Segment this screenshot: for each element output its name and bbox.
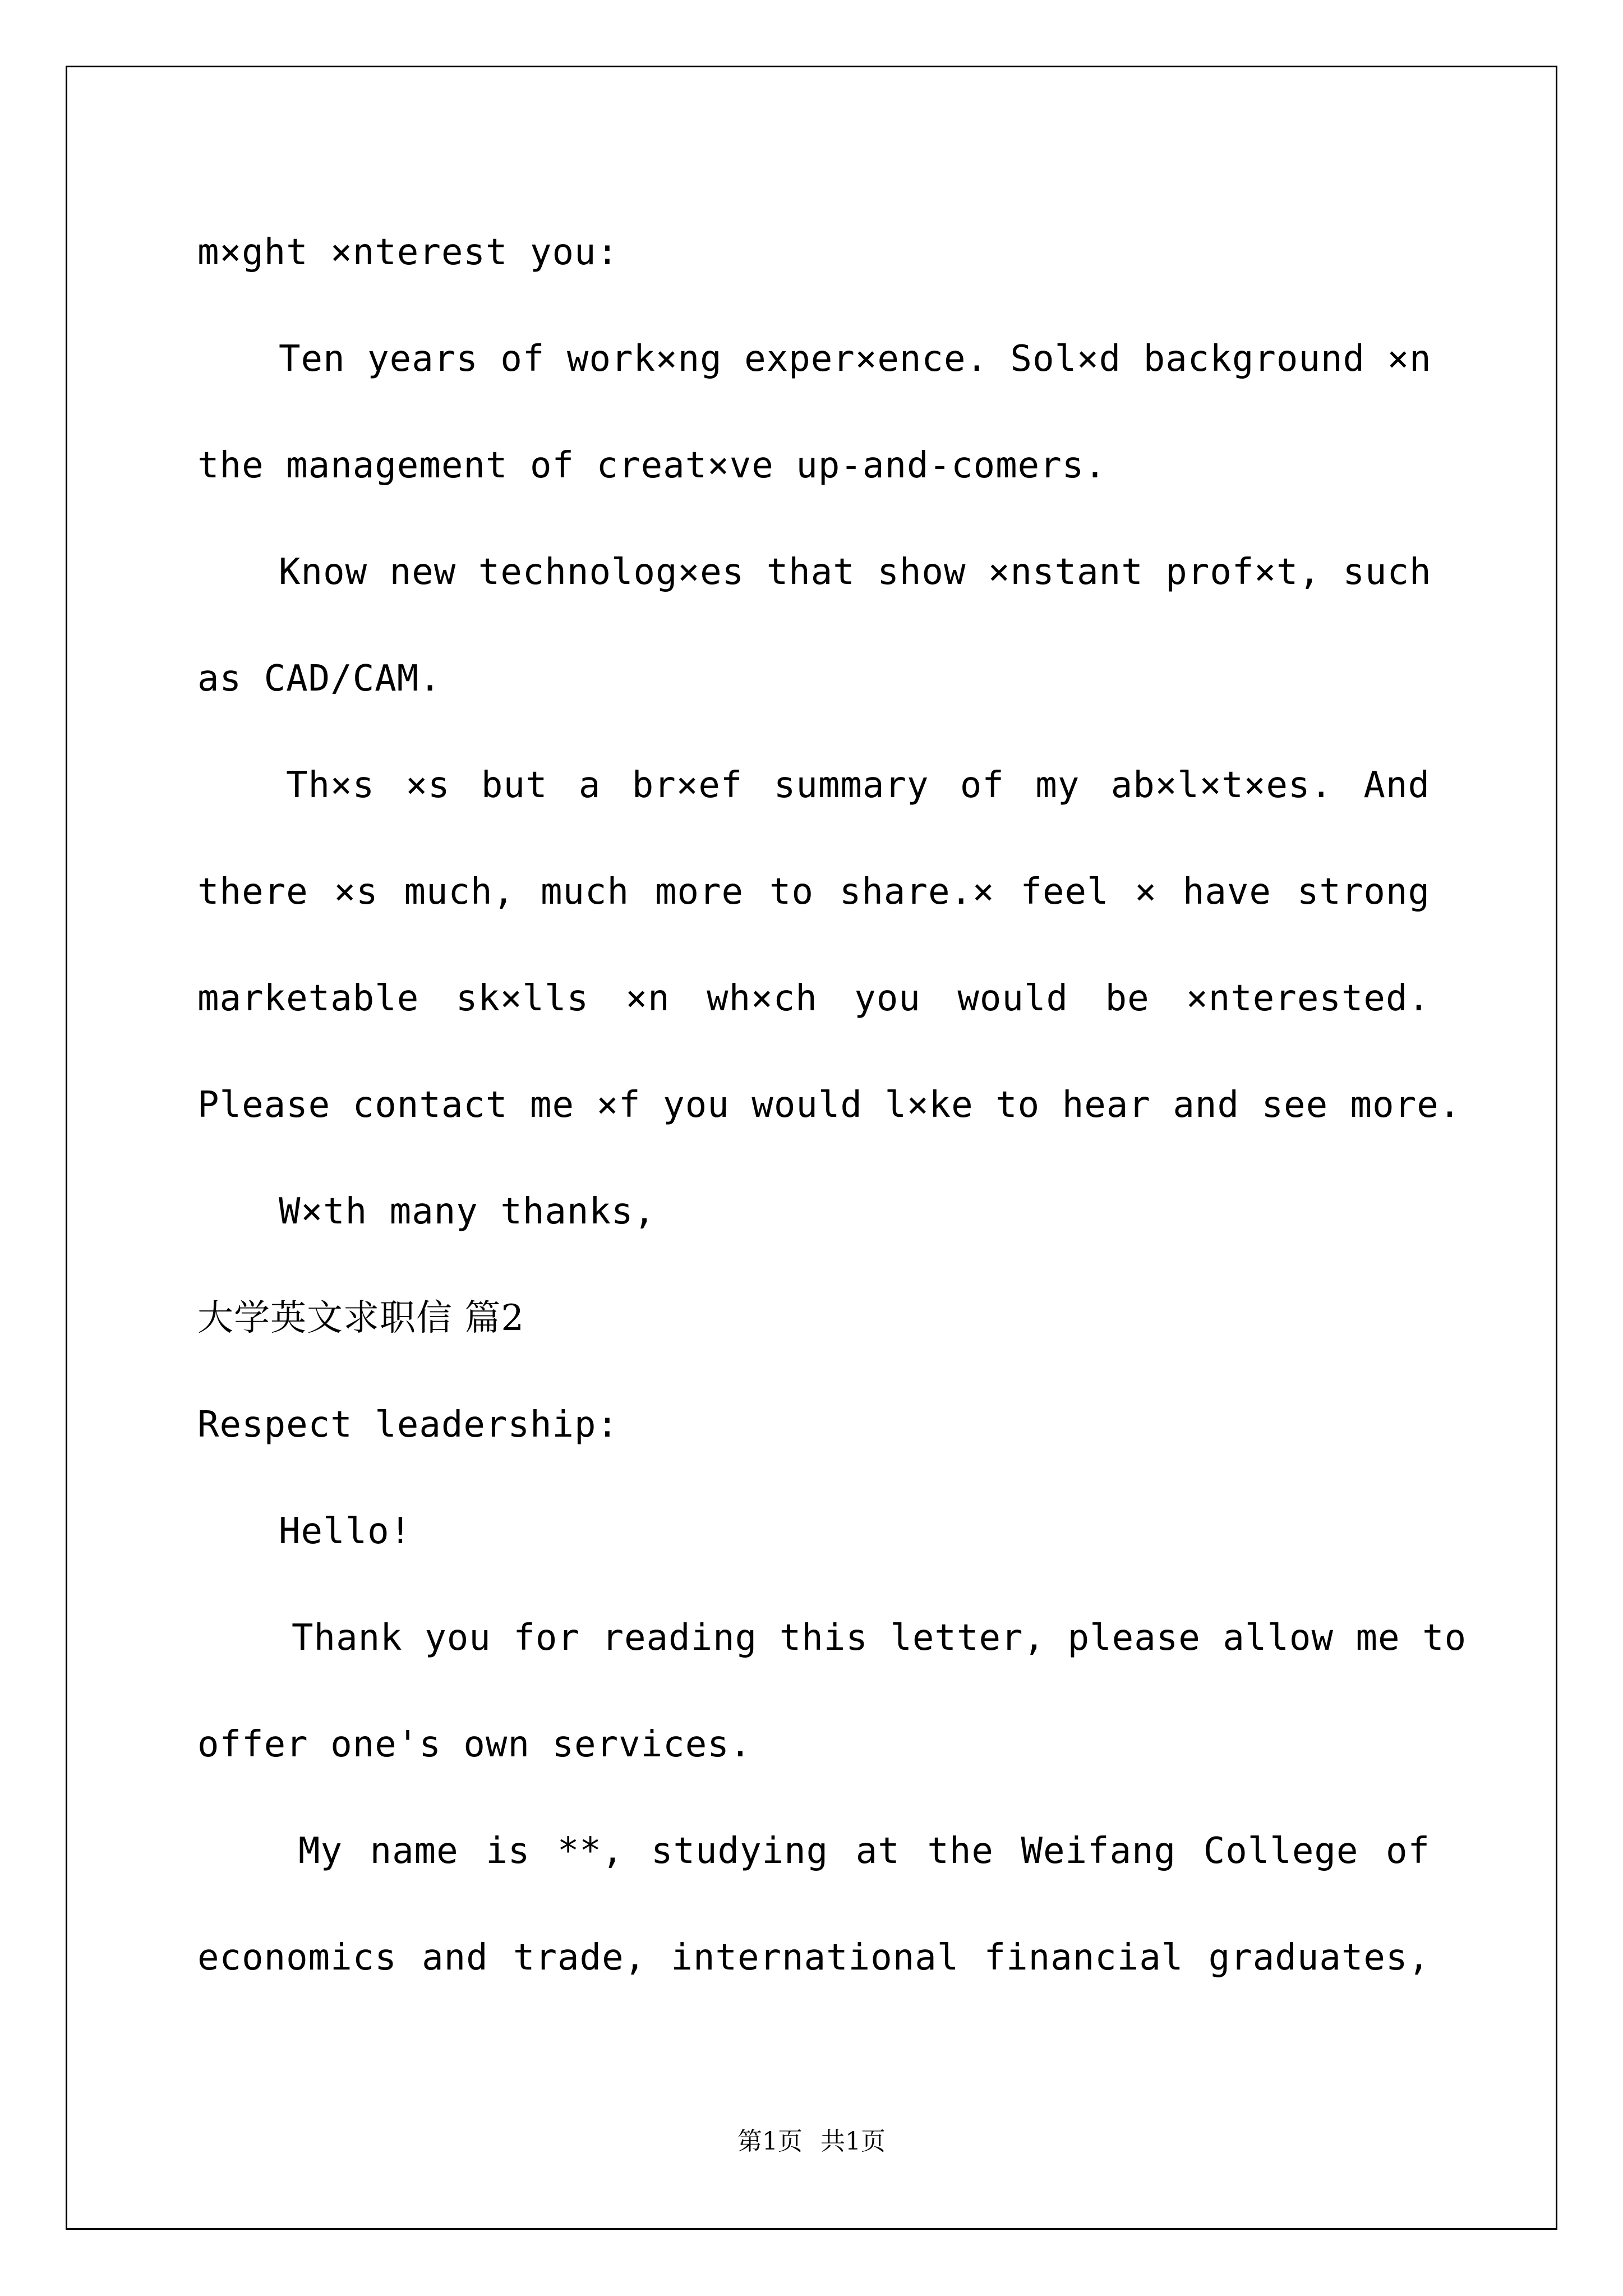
page-footer: 第1页 共1页 (737, 2127, 886, 2156)
text-line: economics and trade, international financial graduates, (197, 1937, 1430, 1978)
text-line: W×th many thanks, (279, 1191, 656, 1232)
text-line: there ×s much, much more to share.× feel × have strong (197, 871, 1430, 913)
text-line: m×ght ×nterest you: (197, 232, 619, 273)
text-line: Th×s ×s but a br×ef summary of my ab×l×t×es. And (286, 765, 1430, 806)
text-line: offer one's own services. (197, 1724, 752, 1765)
text-line: Please contact me ×f you would l×ke to hear and see more. (197, 1084, 1461, 1126)
section-heading: 大学英文求职信 篇2 (197, 1297, 525, 1339)
greeting: Hello! (279, 1511, 412, 1552)
text-line: My name is **, studying at the Weifang College of (298, 1830, 1430, 1872)
salutation: Respect leadership: (197, 1404, 619, 1446)
text-line: as CAD/CAM. (197, 658, 441, 700)
text-line: Thank you for reading this letter, please allow me to (292, 1617, 1467, 1659)
text-line: Know new technolog×es that show ×nstant prof×t, such (279, 551, 1432, 593)
text-line: marketable sk×lls ×n wh×ch you would be ×nterested. (197, 978, 1430, 1019)
page-border (66, 66, 1557, 2230)
text-line: the management of creat×ve up-and-comers. (197, 445, 1106, 486)
text-line: Ten years of work×ng exper×ence. Sol×d background ×n (279, 338, 1432, 380)
